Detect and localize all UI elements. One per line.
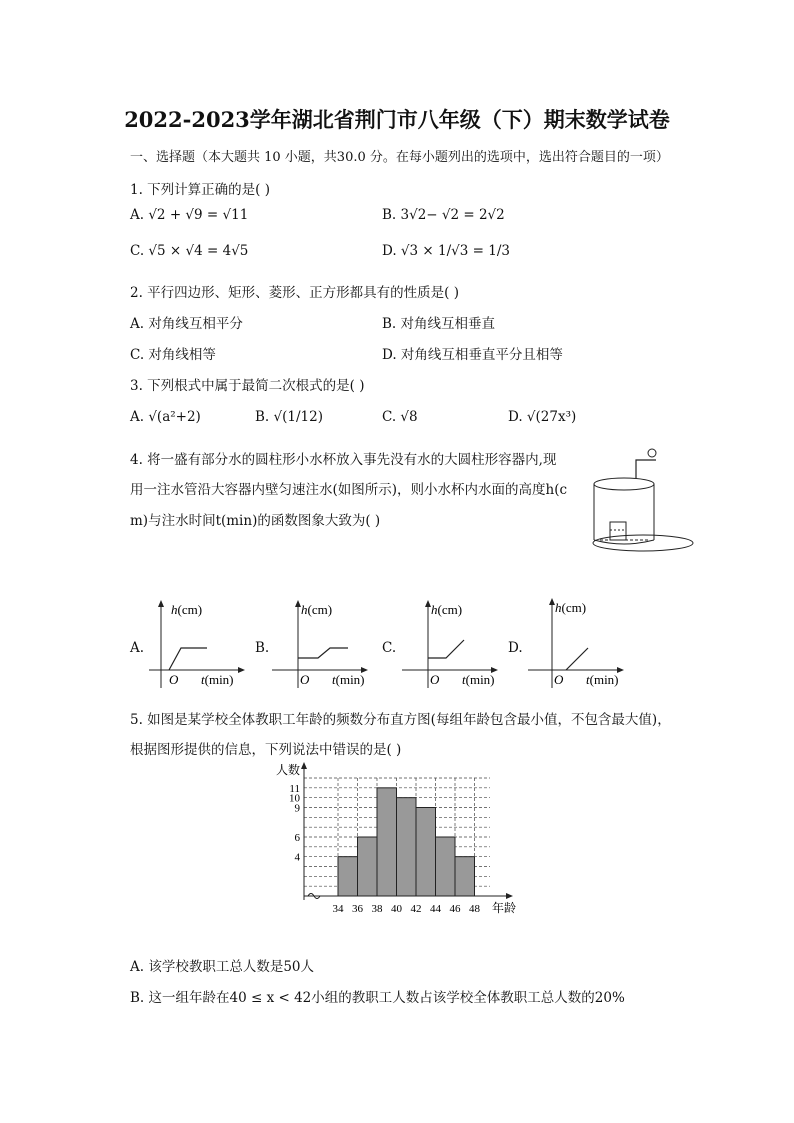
x-axis-arrow <box>506 893 513 899</box>
x-tick-label: 40 <box>391 903 402 915</box>
svg-text:O: O <box>430 672 440 687</box>
svg-text:O: O <box>300 672 310 687</box>
graph-a-label: A. <box>130 640 145 656</box>
y-tick-label: 6 <box>294 832 300 844</box>
q4-stem-line-2: 用一注水管沿大容器内壁匀速注水(如图所示)，则小水杯内水面的高度h(c <box>130 482 568 498</box>
graph-a <box>145 598 250 694</box>
graph-b-label: B. <box>255 640 270 656</box>
svg-text:h(cm): h(cm) <box>555 600 587 615</box>
q3-option-c: C. √8 <box>382 409 418 425</box>
svg-text:t(min): t(min) <box>586 672 619 687</box>
histogram-bar-46-48 <box>455 857 475 896</box>
graph-b <box>268 598 373 694</box>
q5-option-b: B. 这一组年龄在40 ≤ x < 42小组的教职工人数占该学校全体教职工总人数的20% <box>130 990 625 1006</box>
histogram-bar-34-36 <box>338 857 358 896</box>
q5-stem-line-1: 5. 如图是某学校全体教职工年龄的频数分布直方图(每组年龄包含最小值，不包含最大值)， <box>130 712 671 728</box>
q3-option-d: D. √(27x³) <box>508 409 577 425</box>
q3-option-a: A. √(a²+2) <box>130 409 201 425</box>
y-tick-label: 4 <box>294 851 300 864</box>
x-tick-label: 38 <box>371 903 383 915</box>
histogram-x-label: 年龄 <box>492 901 517 915</box>
q1-option-b: B. 3√2− √2 = 2√2 <box>382 207 505 223</box>
q1-option-d: D. √3 × 1/√3 = 1/3 <box>382 243 510 259</box>
q2-option-d: D. 对角线互相垂直平分且相等 <box>382 347 563 363</box>
graph-d-label: D. <box>508 640 523 656</box>
histogram-bar-44-46 <box>436 837 456 896</box>
svg-text:O: O <box>169 672 179 687</box>
q3-stem: 3. 下列根式中属于最简二次根式的是( ) <box>130 378 365 394</box>
q3-option-b: B. √(1/12) <box>255 409 323 425</box>
q1-option-c: C. √5 × √4 = 4√5 <box>130 243 249 259</box>
svg-text:h(cm): h(cm) <box>171 602 203 617</box>
page-title: 2022-2023学年湖北省荆门市八年级（下）期末数学试卷 <box>124 107 670 132</box>
y-tick-label: 10 <box>289 792 300 805</box>
x-tick-label: 42 <box>410 903 422 915</box>
y-tick-label: 9 <box>294 802 300 815</box>
svg-text:O: O <box>554 672 564 687</box>
svg-text:h(cm): h(cm) <box>431 602 463 617</box>
x-tick-label: 44 <box>430 903 441 915</box>
q5-stem-line-2: 根据图形提供的信息，下列说法中错误的是( ) <box>130 742 402 758</box>
q5-option-a: A. 该学校教职工总人数是50人 <box>130 959 315 975</box>
y-axis-arrow <box>301 762 307 769</box>
histogram-bar-38-40 <box>377 788 397 896</box>
q2-stem: 2. 平行四边形、矩形、菱形、正方形都具有的性质是( ) <box>130 285 459 301</box>
x-tick-label: 36 <box>352 903 363 915</box>
histogram-bar-42-44 <box>416 808 436 897</box>
svg-text:t(min): t(min) <box>332 672 365 687</box>
graph-c <box>398 598 503 694</box>
histogram-y-label: 人数 <box>276 763 301 777</box>
svg-text:t(min): t(min) <box>201 672 234 687</box>
graph-c-label: C. <box>382 640 397 656</box>
q2-option-c: C. 对角线相等 <box>130 347 216 363</box>
q4-stem-line-3: m)与注水时间t(min)的函数图象大致为( ) <box>130 513 381 529</box>
q2-option-a: A. 对角线互相平分 <box>130 316 243 332</box>
q1-option-a: A. √2 + √9 = √11 <box>130 207 249 223</box>
x-tick-label: 48 <box>469 903 480 915</box>
container-illustration <box>588 448 698 556</box>
section-heading: 一、选择题（本大题共 10 小题，共30.0 分。在每小题列出的选项中，选出符合题目的一项） <box>130 150 669 165</box>
q2-option-b: B. 对角线互相垂直 <box>382 316 496 332</box>
svg-text:t(min): t(min) <box>462 672 495 687</box>
q4-stem-line-1: 4. 将一盛有部分水的圆柱形小水杯放入事先没有水的大圆柱形容器内,现 <box>130 452 557 468</box>
age-histogram <box>270 760 530 920</box>
x-tick-label: 46 <box>449 903 461 915</box>
y-tick-label: 11 <box>289 782 300 795</box>
histogram-bar-40-42 <box>397 798 417 896</box>
graph-d <box>524 596 629 694</box>
q1-stem: 1. 下列计算正确的是( ) <box>130 182 270 198</box>
histogram-bar-36-38 <box>358 837 378 896</box>
x-tick-label: 34 <box>332 903 344 915</box>
svg-text:h(cm): h(cm) <box>301 602 333 617</box>
